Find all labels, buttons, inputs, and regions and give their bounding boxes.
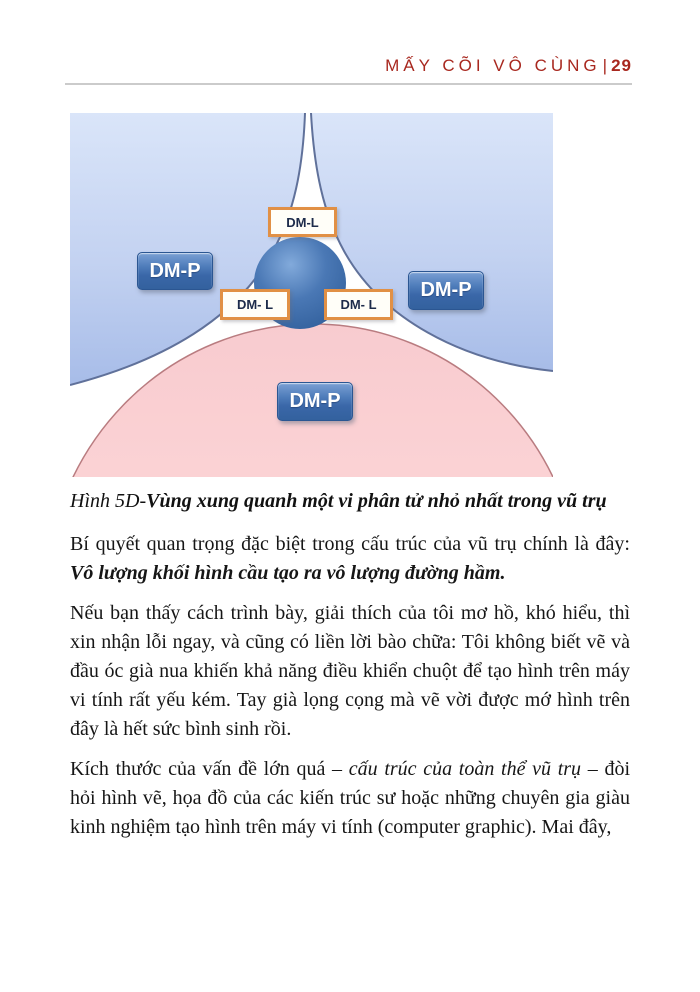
header-separator: | [602,56,608,75]
paragraph [70,530,630,588]
label-dm-p-bottom: DM-P [277,382,353,421]
label-dm-p-right: DM-P [408,271,484,310]
text-run: – đòi hỏi hình vẽ, họa đồ của các kiến trúc sư hoặc những chuyên gia giàu kinh nghiệm tạo hình trên máy vi tính (computer graphic). Mai đây, [70,758,630,838]
running-header [65,56,632,85]
paragraph [70,755,630,842]
caption-prefix: Hình 5D- [70,490,147,512]
page-number: 29 [611,56,632,75]
body-text [70,486,630,853]
label-dm-l-right: DM- L [324,289,393,320]
figure-caption [70,486,630,516]
paragraphs-container [70,530,630,842]
label-dm-l-top: DM-L [268,207,337,237]
figure-5d [70,113,553,477]
label-dm-p-left: DM-P [137,252,213,290]
text-run: Nếu bạn thấy cách trình bày, giải thích của tôi mơ hồ, khó hiểu, thì xin nhận lỗi ngay, và cũng có liền lời bào chữa: Tôi không biết vẽ và đầu óc già nua khiến khả năng điều khiển chuột để tạo hình trên máy vi tính rất yếu kém. Tay già lọng cọng mà vẽ vời được mớ hình trên đây là hết sức bình sinh rồi. [70,602,630,740]
text-run: cấu trúc của toàn thể vũ trụ [348,758,582,780]
header-title: MẤY CÕI VÔ CÙNG [385,56,601,75]
text-run: Vô lượng khối hình cầu tạo ra vô lượng đường hầm. [70,562,506,584]
text-run: Bí quyết quan trọng đặc biệt trong cấu trúc của vũ trụ chính là đây: [70,533,630,555]
paragraph [70,599,630,744]
label-dm-l-left: DM- L [220,289,290,320]
caption-title: Vùng xung quanh một vi phân tử nhỏ nhất trong vũ trụ [146,490,607,512]
text-run: Kích thước của vấn đề lớn quá – [70,758,349,780]
